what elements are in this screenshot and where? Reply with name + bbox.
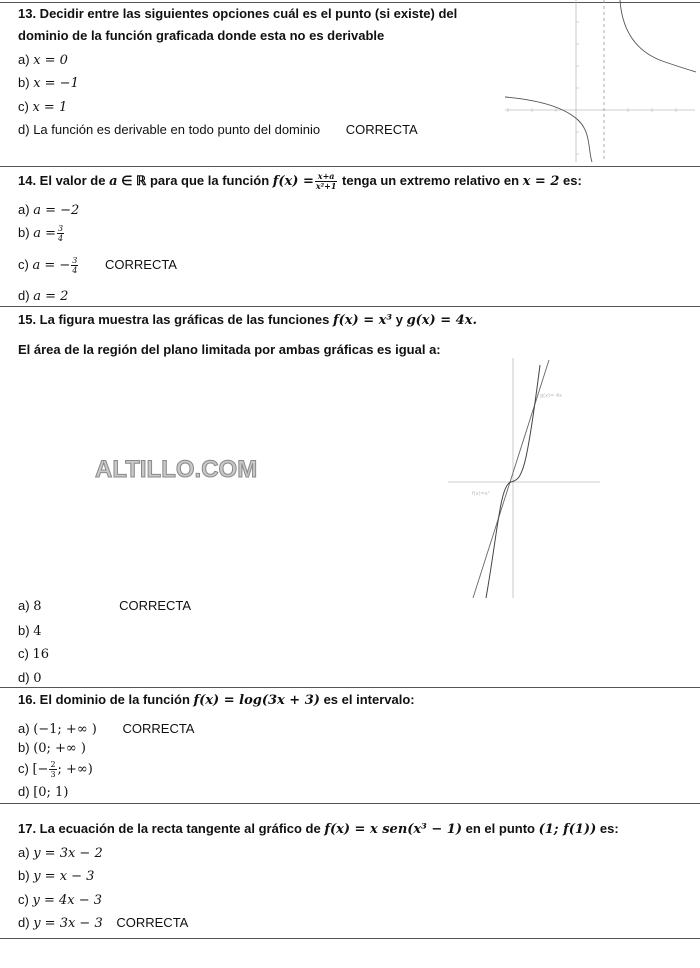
q16-option-c [18, 760, 93, 779]
left-branch-curve [505, 97, 592, 162]
tick-marks [508, 22, 676, 154]
q14-fx: f(x) = [272, 173, 314, 189]
fraction-denominator: 4 [72, 266, 78, 275]
q17-statement [18, 821, 619, 837]
q15-and: y [395, 312, 403, 327]
option-math: x = 0 [33, 53, 68, 68]
q17-option-b [18, 868, 94, 884]
option-value: 0 [33, 671, 42, 686]
option-label: c) [18, 646, 29, 661]
correct-mark: CORRECTA [345, 122, 418, 137]
q17-pre: 17. La ecuación de la recta tangente al gráfico de [18, 821, 321, 836]
option-value: 16 [32, 647, 50, 662]
graph-label-upper: g(x)= 4x [540, 393, 562, 399]
q15-statement [18, 312, 477, 328]
option-label: a) [18, 52, 30, 67]
line-g [473, 360, 549, 598]
q15-pre: 15. La figura muestra las gráficas de las funciones [18, 312, 330, 327]
fraction-denominator: x²+1 [315, 181, 337, 191]
q13-option-a [18, 52, 68, 68]
option-label: a) [18, 721, 30, 736]
option-fraction [49, 760, 56, 779]
q17-f: f(x) = x sen(x³ − 1) [324, 822, 463, 837]
altillo-watermark: ALTILLO.COM [95, 456, 258, 483]
divider-15-16 [0, 687, 700, 688]
correct-mark: CORRECTA [122, 721, 195, 736]
q17-mid: en el punto [465, 821, 535, 836]
option-label: d) [18, 915, 30, 930]
fraction-numerator: 3 [57, 224, 64, 233]
q15-option-b [18, 623, 41, 639]
fraction-numerator: 2 [50, 760, 56, 769]
divider-16-17 [0, 803, 700, 804]
q15-line2: El área de la región del plano limitada por ambas gráficas es igual a: [18, 342, 441, 357]
option-label: c) [18, 99, 29, 114]
option-math: (0; +∞ ) [33, 741, 86, 756]
q16-post: es el intervalo: [323, 692, 415, 707]
option-label: c) [18, 256, 29, 272]
option-math: a = 2 [33, 289, 69, 304]
q13-option-c [18, 99, 67, 115]
option-fraction [57, 224, 64, 243]
q16-pre: 16. El dominio de la función [18, 692, 190, 707]
correct-mark: CORRECTA [119, 598, 192, 613]
option-fraction [71, 256, 78, 275]
fraction-denominator: 3 [50, 770, 56, 779]
option-text: La función es derivable en todo punto del dominio [33, 122, 321, 137]
option-math: y = 3x − 3 [33, 916, 103, 931]
fraction-numerator: 3 [72, 256, 78, 265]
q14-in: ∈ ℝ para que la función [121, 172, 270, 188]
option-math: [0; 1) [33, 785, 69, 800]
q15-option-d [18, 670, 41, 686]
option-label: c) [18, 760, 29, 776]
correct-mark: CORRECTA [105, 256, 177, 272]
q14-fraction [315, 172, 338, 191]
q16-option-d [18, 784, 68, 800]
q17-option-c [18, 892, 102, 908]
option-label: d) [18, 784, 30, 799]
q14-at: x = 2 [522, 173, 560, 189]
q15-f: f(x) = x³ [333, 313, 393, 328]
fraction-numerator: x+a [315, 172, 338, 182]
fraction-denominator: 4 [57, 234, 64, 243]
option-label: b) [18, 740, 30, 755]
q16-option-a [18, 721, 194, 737]
q13-option-d [18, 122, 418, 137]
q14-post: tenga un extremo relativo en [342, 172, 520, 188]
correct-mark: CORRECTA [116, 915, 189, 930]
option-math: (−1; +∞ ) [33, 722, 97, 737]
option-math: y = 4x − 3 [32, 893, 103, 908]
q17-option-a [18, 845, 103, 861]
q17-end: es: [599, 821, 619, 836]
option-math-open: [− [32, 761, 49, 777]
option-math: x = −1 [33, 76, 79, 91]
q14-var-a: a [109, 173, 118, 189]
option-math-close: ; +∞) [57, 761, 93, 777]
q16-statement [18, 692, 415, 708]
q15-option-c [18, 646, 49, 662]
q14-option-a [18, 202, 79, 218]
option-math: x = 1 [32, 100, 68, 115]
option-label: b) [18, 623, 30, 638]
option-math: a = [33, 225, 56, 241]
q14-option-d [18, 288, 68, 304]
option-label: b) [18, 224, 30, 240]
q15-g: g(x) = 4x. [406, 313, 477, 328]
option-label: a) [18, 202, 30, 217]
option-math: a = − [32, 257, 71, 273]
option-label: c) [18, 892, 29, 907]
q17-point: (1; f(1)) [538, 822, 597, 837]
option-value: 8 [33, 599, 42, 614]
option-label: a) [18, 845, 30, 860]
option-label: a) [18, 598, 30, 613]
option-value: 4 [33, 624, 42, 639]
option-math: y = 3x − 2 [33, 846, 103, 861]
q13-option-b [18, 75, 79, 91]
option-label: b) [18, 868, 30, 883]
graph-label-lower: f(x)=x³ [472, 491, 490, 497]
option-label: d) [18, 122, 30, 137]
q14-statement [18, 172, 582, 191]
bottom-rule [0, 938, 700, 939]
q14-option-c [18, 256, 177, 275]
q16-option-b [18, 740, 86, 756]
divider-14-15 [0, 306, 700, 307]
option-math: a = −2 [33, 203, 80, 218]
option-label: b) [18, 75, 30, 90]
option-label: d) [18, 670, 30, 685]
q14-option-b [18, 224, 65, 243]
q13-graph [500, 0, 700, 165]
right-branch-curve [620, 0, 696, 72]
q15-graph [440, 355, 610, 605]
q17-option-d [18, 915, 188, 931]
q13-line1: 13. Decidir entre las siguientes opciones cuál es el punto (si existe) del [18, 6, 458, 21]
divider-13-14 [0, 166, 700, 167]
q14-pre: 14. El valor de [18, 172, 106, 188]
option-label: d) [18, 288, 30, 303]
q13-line2: dominio de la función graficada donde esta no es derivable [18, 28, 385, 43]
option-math: y = x − 3 [33, 869, 95, 884]
q16-f: f(x) = log(3x + 3) [193, 693, 320, 708]
q15-option-a [18, 598, 191, 614]
q14-end: es: [563, 172, 582, 188]
